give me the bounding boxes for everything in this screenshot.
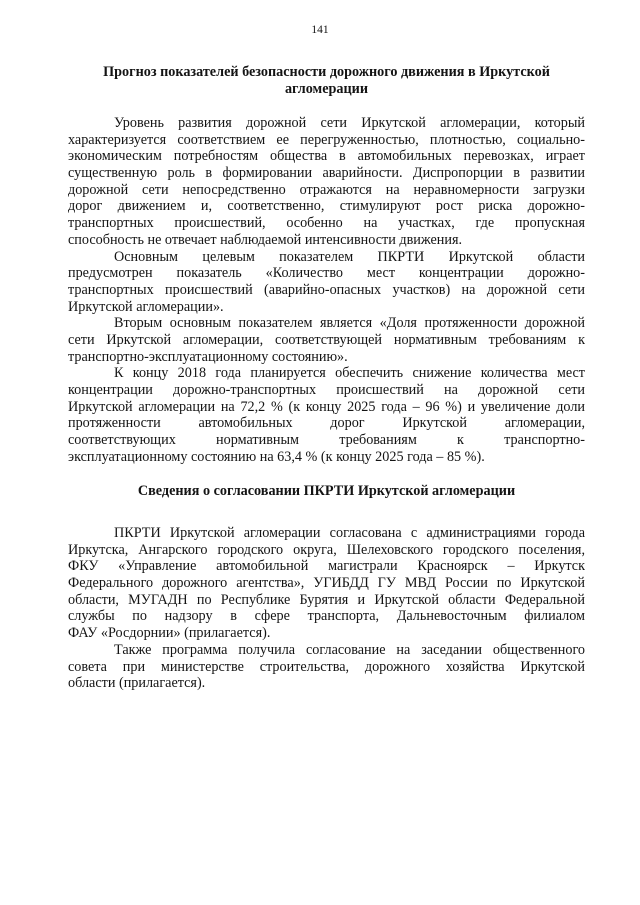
paragraph-targets-2018 (68, 365, 585, 465)
paragraph-line: Иркутской агломерации». (68, 298, 224, 315)
paragraph-line: Также программа получила согласование на заседании общественного (114, 641, 585, 658)
page-number: 141 (311, 24, 329, 36)
paragraph-line: Вторым основным показателем является «Доля протяженности дорожной (114, 315, 585, 332)
paragraph-public-council (68, 642, 585, 692)
paragraph-line: характеризуется соответствием ее перегруженностью, плотностью, социально- (68, 131, 585, 148)
paragraph-line: протяженности автомобильных дорог Иркутской агломерации, (68, 415, 585, 432)
paragraph-line: транспортных происшествий, особенно на участках, где пропускная (68, 215, 585, 232)
paragraph-line: Федерального дорожного агентства», УГИБДД ГУ МВД России по Иркутской (68, 575, 585, 592)
paragraph-line: транспортно-эксплуатационному состоянию». (68, 348, 348, 365)
paragraph-line: соответствующих нормативным требованиям к транспортно- (68, 432, 585, 449)
title-line: Сведения о согласовании ПКРТИ Иркутской агломерации (137, 483, 516, 499)
paragraph-line: области (прилагается). (68, 675, 206, 692)
paragraph-line: Основным целевым показателем ПКРТИ Иркутской области (114, 248, 585, 265)
paragraph-line: ФАУ «Росдорнии» (прилагается). (68, 625, 271, 642)
paragraph-approvals (68, 525, 585, 642)
paragraph-line: экономическим потребностям общества в автомобильных перевозках, играет (68, 148, 585, 165)
title-line: Прогноз показателей безопасности дорожного движения в Иркутской (103, 64, 550, 80)
paragraph-line: службы по надзору в сфере транспорта, Дальневосточным филиалом (68, 608, 585, 625)
paragraph-line: Уровень развития дорожной сети Иркутской агломерации, который (114, 115, 585, 131)
paragraph-line: предусмотрен показатель «Количество мест концентрации дорожно- (68, 265, 585, 282)
paragraph-main-indicator (68, 249, 585, 316)
paragraph-road-network (68, 115, 585, 249)
paragraph-line: Иркутска, Ангарского городского округа, Шелеховского городского поселения, (68, 541, 585, 558)
section-title-approval (68, 483, 585, 500)
paragraph-line: ФКУ «Управление автомобильной магистрали Красноярск – Иркутск (68, 558, 585, 575)
paragraph-line: совета при министерстве строительства, дорожного хозяйства Иркутской (68, 658, 585, 675)
paragraph-line: эксплуатационному состоянию на 63,4 % (к концу 2025 года – 85 %). (68, 448, 485, 465)
paragraph-line: дорог движением и, соответственно, стимулируют рост риска дорожно- (68, 198, 585, 215)
paragraph-line: области, МУГАДН по Республике Бурятия и Иркутской области Федеральной (68, 591, 585, 608)
section-forecast-body (68, 115, 585, 465)
paragraph-line: существенную роль в формировании аварийности. Диспропорции в развитии (68, 165, 585, 182)
paragraph-line: К концу 2018 года планируется обеспечить снижение количества мест (114, 365, 585, 382)
title-line: агломерации (284, 80, 369, 97)
paragraph-second-indicator (68, 315, 585, 365)
paragraph-line: ПКРТИ Иркутской агломерации согласована с администрациями города (114, 525, 585, 541)
section-approval-body (68, 525, 585, 692)
paragraph-line: способность не отвечает наблюдаемой интенсивности движения. (68, 231, 463, 248)
section-title-forecast (68, 64, 585, 97)
paragraph-line: концентрации дорожно-транспортных происшествий на дорожной сети (68, 382, 585, 398)
paragraph-line: Иркутской агломерации на 72,2 % (к концу 2025 года – 96 %) и увеличение доли (68, 398, 585, 415)
paragraph-line: сети Иркутской агломерации, соответствующей нормативным требованиям к (68, 331, 585, 348)
paragraph-line: дорожной сети непосредственно отражаются на неравномерности загрузки (68, 181, 585, 198)
paragraph-line: транспортных происшествий (аварийно-опасных участков) на дорожной сети (68, 281, 585, 298)
